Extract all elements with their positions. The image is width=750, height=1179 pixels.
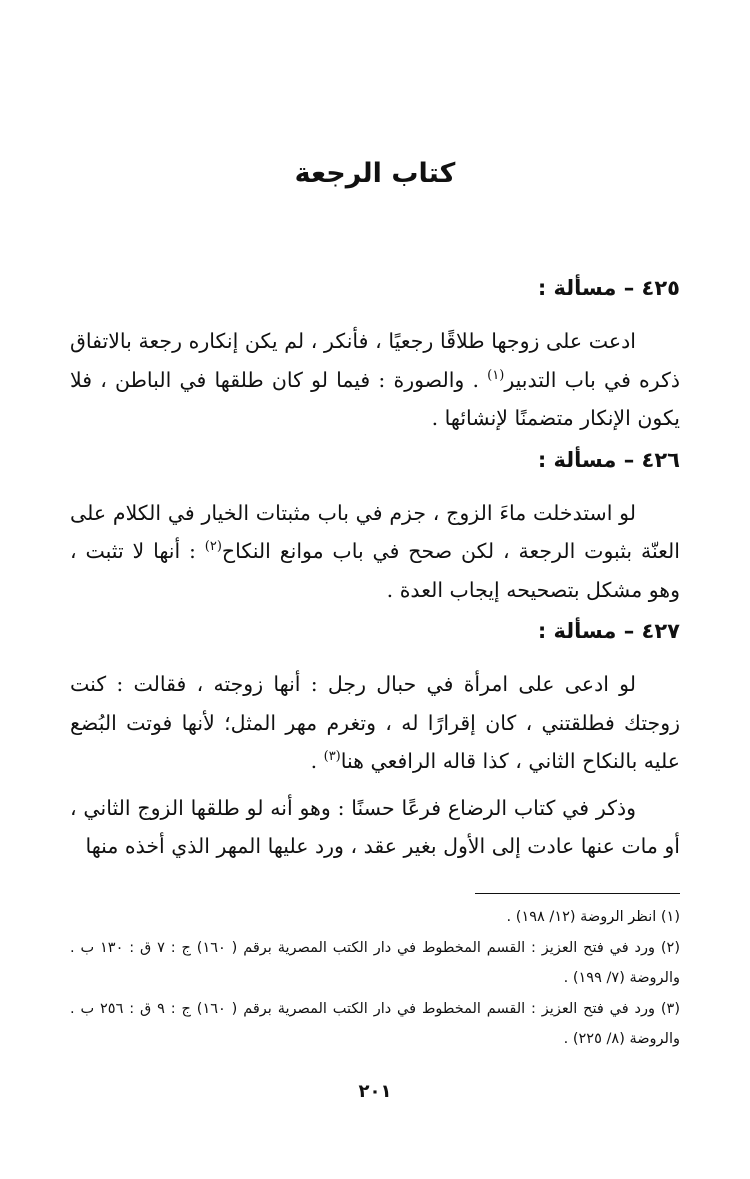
footnote-marker-2: (٢)	[204, 539, 222, 555]
paragraph-text: . والصورة : فيما لو كان طلقها في الباطن ، فلا يكون الإنكار متضمنًا لإنشائها .	[70, 367, 680, 430]
paragraph-text: : أنها لا تثبت ، وهو مشكل بتصحيحه إيجاب العدة .	[70, 539, 680, 602]
paragraph-text: ادعت على زوجها طلاقًا رجعيًا ، فأنكر ، لم يكن إنكاره رجعة بالاتفاق ذكره في باب التدبير	[70, 329, 681, 392]
paragraph-text: لو استدخلت ماءَ الزوج ، جزم في باب مثبتات الخيار في الكلام على العنّة بثبوت الرجعة ، لكن صحح في باب موانع النكاح	[70, 500, 680, 563]
footnote-1: (١) انظر الروضة (١٢/ ١٩٨) .	[506, 909, 680, 925]
footnote-3: (٣) ورد في فتح العزيز : القسم المخطوط في دار الكتب المصرية برقم ( ١٦٠) ج : ٩ ق : ٢٥٦ ب . والروضة (٨/ ٢٢٥) .	[70, 1000, 681, 1047]
paragraph-text: لو ادعى على امرأة في حبال رجل : أنها زوجته ، فقالت : كنت زوجتك فطلقتني ، كان إقرارًا له ، وتغرم مهر المثل؛ لأنها فوتت البُضع عليه بالنكاح الثاني ، كذا قاله الرافعي هنا	[70, 672, 680, 773]
issue-425-paragraph	[70, 322, 680, 438]
issue-427-paragraph-2	[70, 789, 680, 866]
issue-heading-427: ٤٢٧ – مسألة :	[537, 619, 680, 643]
paragraph-text: وذكر في كتاب الرضاع فرعًا حسنًا : وهو أنه لو طلقها الزوج الثاني ، أو مات عنها عادت إلى الأول بغير عقد ، ورد عليها المهر الذي أخذه منها	[70, 795, 680, 858]
issue-heading-425: ٤٢٥ – مسألة :	[537, 276, 680, 300]
issue-heading-426: ٤٢٦ – مسألة :	[537, 447, 680, 472]
footnote-marker-1: (١)	[487, 367, 505, 383]
page-number: ٢٠١	[358, 1081, 392, 1102]
footnote-marker-3: (٣)	[323, 749, 341, 765]
issue-427-paragraph	[70, 665, 680, 781]
paragraph-text: .	[310, 749, 324, 773]
chapter-title: كتاب الرجعة	[294, 158, 456, 189]
main-text	[70, 268, 680, 866]
issue-426-paragraph	[70, 494, 680, 610]
footnotes	[70, 902, 680, 1055]
footnote-2: (٢) ورد في فتح العزيز : القسم المخطوط في دار الكتب المصرية برقم ( ١٦٠) ج : ٧ ق : ١٣٠ ب . والروضة (٧/ ١٩٩) .	[70, 939, 681, 986]
footnote-separator	[475, 893, 680, 894]
